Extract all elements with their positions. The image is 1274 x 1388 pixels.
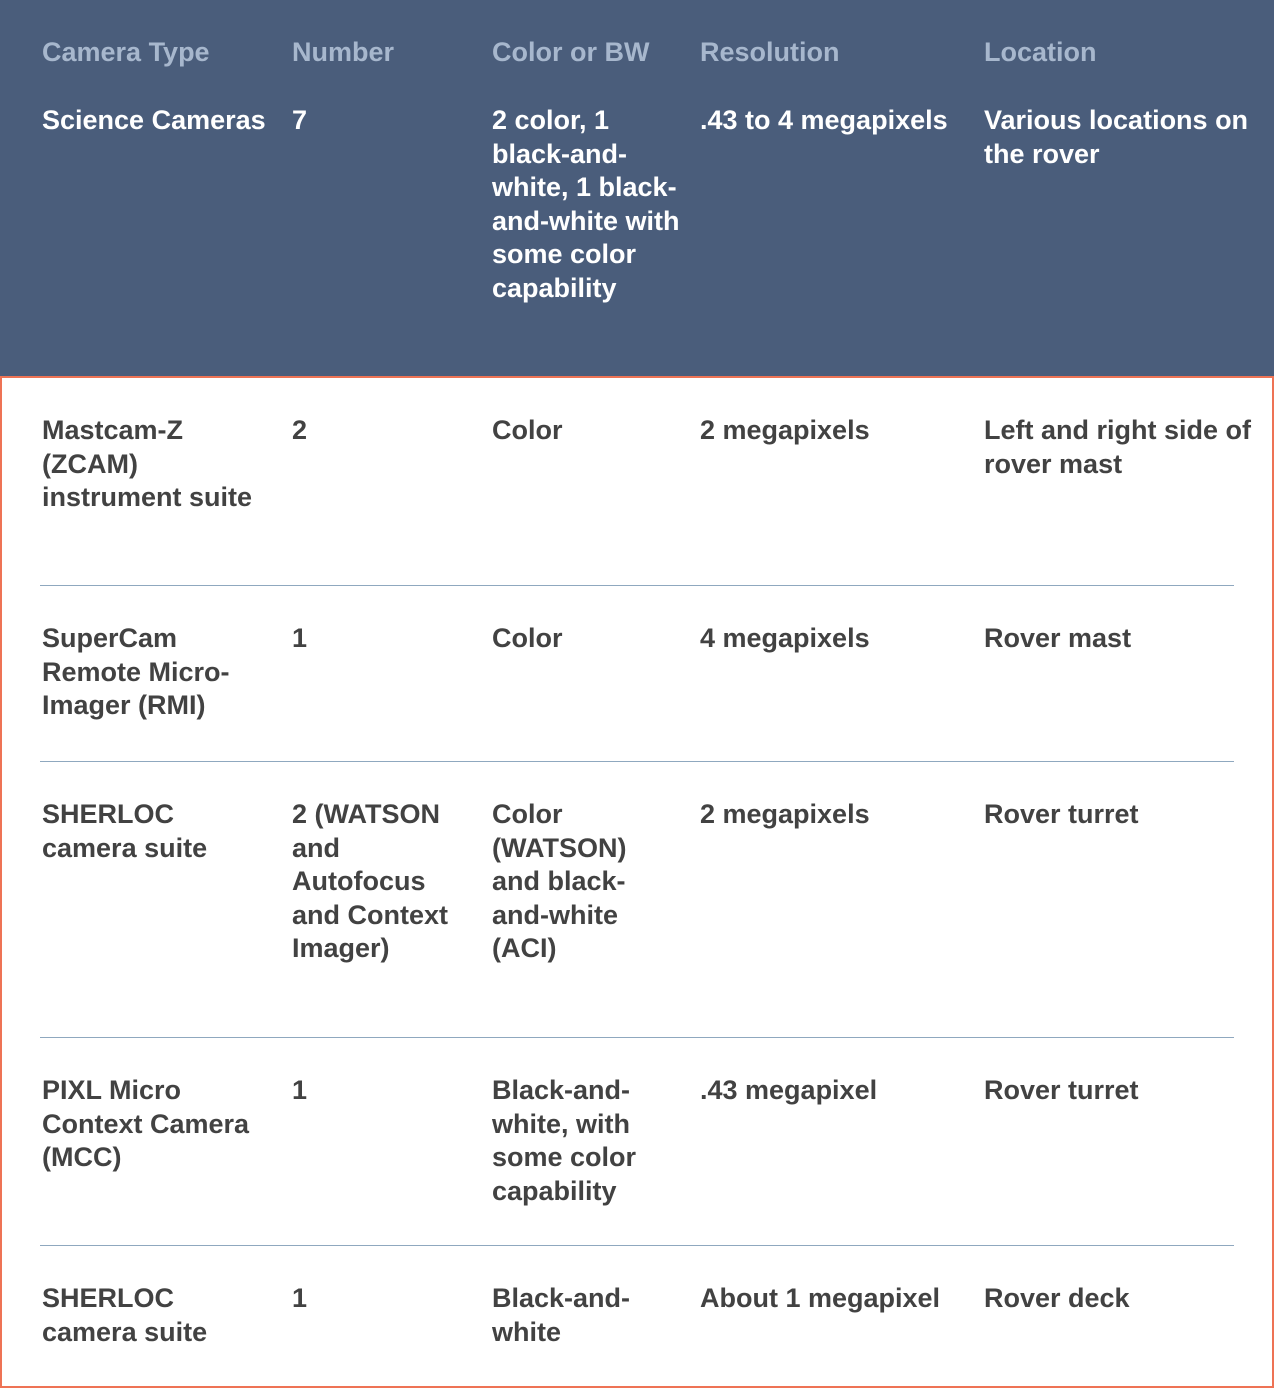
cell-number: 2 (WATSON and Autofocus and Context Imager) — [292, 799, 449, 964]
cell-color-or-bw: Black-and-white — [492, 1283, 631, 1347]
cell-resolution: About 1 megapixel — [700, 1283, 941, 1313]
cell-resolution: .43 megapixel — [700, 1075, 878, 1105]
summary-number: 7 — [292, 105, 308, 135]
cell-location: Rover turret — [984, 799, 1139, 829]
column-header-location: Location — [984, 37, 1097, 67]
column-header-number: Number — [292, 37, 395, 67]
cell-location: Rover turret — [984, 1075, 1139, 1105]
cell-camera-type: SHERLOC camera suite — [42, 1283, 208, 1347]
cell-resolution: 4 megapixels — [700, 623, 870, 653]
row-divider — [40, 585, 1234, 586]
row-divider — [40, 1037, 1234, 1038]
column-header-color-or-bw: Color or BW — [492, 37, 650, 67]
summary-color-or-bw: 2 color, 1 black-and-white, 1 black-and-white with some color capability — [492, 105, 680, 303]
table-header — [0, 0, 1274, 376]
cell-location: Rover deck — [984, 1283, 1130, 1313]
summary-location: Various locations on the rover — [984, 105, 1249, 169]
cell-camera-type: PIXL Micro Context Camera (MCC) — [42, 1075, 250, 1173]
column-header-resolution: Resolution — [700, 37, 840, 67]
cell-number: 2 — [292, 415, 308, 445]
cell-color-or-bw: Color — [492, 415, 563, 445]
row-divider — [40, 761, 1234, 762]
cell-number: 1 — [292, 1075, 308, 1105]
cell-location: Rover mast — [984, 623, 1132, 653]
cell-resolution: 2 megapixels — [700, 415, 870, 445]
summary-camera-type: Science Cameras — [42, 105, 266, 135]
cell-resolution: 2 megapixels — [700, 799, 870, 829]
cell-camera-type: Mastcam-Z (ZCAM) instrument suite — [42, 415, 253, 513]
cell-camera-type: SuperCam Remote Micro-Imager (RMI) — [42, 623, 230, 721]
summary-resolution: .43 to 4 megapixels — [700, 105, 948, 135]
row-divider — [40, 1245, 1234, 1246]
cell-number: 1 — [292, 1283, 308, 1313]
column-header-camera-type: Camera Type — [42, 37, 210, 67]
cell-number: 1 — [292, 623, 308, 653]
cell-color-or-bw: Color — [492, 623, 563, 653]
cell-color-or-bw: Black-and-white, with some color capability — [492, 1075, 637, 1206]
cell-location: Left and right side of rover mast — [984, 415, 1251, 479]
cell-color-or-bw: Color (WATSON) and black-and-white (ACI) — [492, 799, 627, 964]
cell-camera-type: SHERLOC camera suite — [42, 799, 208, 863]
